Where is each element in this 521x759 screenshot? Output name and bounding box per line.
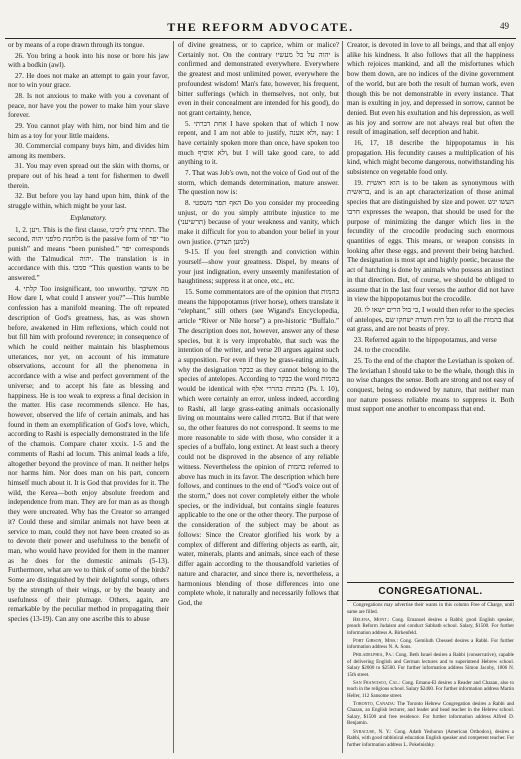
listing-item bbox=[347, 617, 514, 637]
listing-item bbox=[347, 652, 514, 678]
commentary-paragraph: Creator, is devoted in love to all beings, and that all enjoy alike his kindness. It also follows that all the happiness which rejoices mankind, and all the misfortunes which bow them down, are no indices of the divine government of the world, but are both the result of human work, even though this be not demonstrable in every instance. That man is exulting in joy, and depressed in sorrow, cannot be denied. But even his exultation and his depression, as well as his joy and sorrow are not always real but often the result of imagination, self deception and habit. bbox=[347, 41, 514, 137]
explanatory-paragraph: 4. קלתי Too insignificant, too unworthy. מה אשיבך How dare I, what could I answer you?”—This humble confession has a manifold meaning. The oft repeated description of God's greatness, has, as was shown before, awakened in Him reflexions, which could not but fill him with profound reverence; in consequence of which he could neither maintain his blasphemous utterances, nor yet, on account of his immature observations, account for all the phenomena in accordance with a wise and perfect government of the universe; and to accept his fate as blessing and happiness. He is too weak to express a final decision in the matter. His case recommends silence. He has, however, observed the life of certain animals, and has found in them an exemplification of God's love, which, according to Rashi is especially demonstrated in the life of the chamois. Compare chater xxxix. 1-5 and the comments of Rashi ad locum. This animal leads a life, altogether beyond the province of man. It neither helps nor harms him. Nor does man on his part, concern himself much about it. It is God that provides for it. The wild, the Kerea—both enjoy absolute freedom and independence from man. They are for man as as though they were uncreated. Why has the Creator so arranged it? Could these and similar animals not have been at service to man, could they not have been created so as to devote their power and usefulness to the benefit of man, who would have provided for them in the manner as he does for the domestic animals (5-13). Furthermore, what are we to think of some of the birds? Some are distinguished by their delightful songs, others by the strength of their wings, or by the beauty and usefulness of their plumage. Others, again, are remarkable by the peculiar method in propagating their species (13-19). Can any one ascribe this to abuse bbox=[8, 284, 169, 624]
listing-text: Cong. Gemiluth Chessed desires a Rabbi. For further information address N. A. Sons. bbox=[347, 637, 514, 651]
verse-paragraph: 27. He does not make an attempt to gain your favor, nor to win your grace. bbox=[8, 71, 169, 90]
masthead-title: THE REFORM ADVOCATE. bbox=[167, 20, 354, 34]
listing-text: Cong. Beth Israel desires a Rabbi (conservative), capable of delivering English and German lectures and to superintend Hebrew school. Salary $2000 to $2500. For further information address Simon Jacoby, 1806 N. 15th street. bbox=[347, 652, 514, 678]
verse-paragraph: or by means of a rope drawn through its tongue. bbox=[8, 41, 145, 49]
verse-paragraph: 31. You may even spread out the skin with thorns, or prepare out of his head a tent for fishermen to dwell therein. bbox=[8, 162, 169, 190]
column-divider bbox=[342, 41, 343, 753]
verse-paragraph: 26. You bring a hook into his nose or bore his jaw with a bodkin (awl). bbox=[8, 51, 169, 70]
section-rule-top bbox=[347, 582, 514, 583]
verse-paragraph: 29. You cannot play with him, nor bind him and tie him as a toy for your little maidens. bbox=[8, 121, 169, 140]
column-divider bbox=[173, 41, 174, 753]
listing-text: Cong. Adath Yeshurun (American Orthodox), desires a Rabbi, with good rabbinical education English speaker and competent teacher. For further information address L. Pokelnishky. bbox=[347, 728, 514, 748]
page-number: 49 bbox=[500, 21, 509, 31]
listing-city: Syracuse, N. Y.: bbox=[353, 728, 392, 735]
listing-city: San Francisco, Cal.: bbox=[353, 679, 401, 686]
commentary-paragraph: of divine greatness, or to caprice, whim or malice? Certainly not. On the contrary יהוה על כל מעשיו is confirmed and demonstrated everywhere. Everywhere the greatest and most unlimited power, everywhere the profoundest wisdom! Man's fate, however, his frequent, bitter sufferings (which in themselves, not only, but even in their concealment are intended for his good), do not grant certainty, hence, bbox=[178, 41, 339, 118]
listing-item bbox=[347, 638, 514, 651]
commentary-paragraph: 25. To the end of the chapter the Leviathan is spoken of. The leviathan I should take to be the whale, though this in no wise changes the sense. Both are strong and not easy of conquest, being so endowed by nature, that neither man nor nature possess reliable means to suppress it. Both must support one another to encompass that end. bbox=[347, 356, 514, 414]
column-1 bbox=[8, 41, 169, 753]
section-rule-bottom bbox=[347, 600, 514, 601]
congregational-listings bbox=[347, 602, 514, 754]
listing-item bbox=[347, 701, 514, 727]
commentary-paragraph: 7. That was Job's own, not the voice of God out of the storm, which demands determination, mature answer. The question now is: bbox=[178, 168, 339, 197]
congregational-intro: Congregations may advertise their wants in this column Free of Charge, until same are filled. bbox=[347, 602, 514, 615]
commentary-paragraph: 9-15. If you feel strength and conviction within yourself—show your greatness. Dispel, by means of your just indignation, every unseemly manifestation of haughtiness; suppress it at once, etc., etc. bbox=[178, 248, 339, 286]
listing-city: Helena, Mont.: bbox=[353, 616, 390, 623]
verse-paragraph: 30. Commercial company buys him, and divides him among its members. bbox=[8, 142, 169, 160]
explanatory-heading: Explanatory. bbox=[70, 213, 107, 222]
commentary-paragraph: 5. אחת דברתי I have spoken that of which I now repent, and I am not able to justify, ולא אענה, nay: I have certainly spoken more than once, have spoken too much ולא אוסיף, but I will take good care, to add anything to it. bbox=[178, 119, 339, 167]
commentary-paragraph: 19. הוא ראשית is to be taken as synonymous with בראשית, and is an apt characterization of those animal species that are distinguished by size and power. העשו יגש חרבו expresses the weapon, that should be used for the purpose of minimizing the danger which lies in the fecundity of the crocodile producing such enormous quantities of eggs. This means, or weapon consists in looking after these eggs, and prevent their being hatched. The designation is most apt and highly poetic, because the act of hatching is done by animals who possess an instinct in that direction. But, of course, we should be obliged to assume that in the last four verses the author did not have in view the hippopotamus but the crocodile. bbox=[347, 178, 514, 304]
listing-item bbox=[347, 729, 514, 749]
page-header bbox=[0, 20, 521, 36]
column-2 bbox=[178, 41, 339, 753]
listing-city: Philadelphia, Pa.: bbox=[353, 652, 394, 659]
listing-text: The Toronto Hebrew Congregation desires a Rabbi and Chazan, an English lecturer, and leader and head teacher in the Hebrew school. Salary, $1500 and free residence. For further information address Alfred D. Benjamin. bbox=[347, 700, 514, 727]
commentary-paragraph: 15. Some commentators are of the opinion that בהמות means the hippopotamus (river horse), others translate it “elephant,” still others (see Wigand's Encyclopedia, article “River or Nile horse”) a pre-historic “Buffalo.” The description does not, however, answer any of these species, but it is very improbable, that such was the intention of the writer, and verse 20 argues against such a supposition. For even if they be grass-eating animals, why the designation כבקר as they cannot belong to the species of antelopes. According to כבקר the word בהמות would be identical with בהמות בהררי אלף (Ps. l. 10), which were certainly an error, unless indeed, according to Rashi, all large grass-eating animals occasionally living on mountains were called בהמות. But if that were so, the other features do not correspond. It seems to me more reasonable to side with those, who consider it a species of a buffalo, long extinct. At least such a theory could not be disproved in the absence of any reliable witness. Nevertheless the opinion of בהמות referred to above has much in its favor. The description which here follows, and continues to the end of “God's voice out of the storm,” does not cover completely either the whole species, or the individual, but contains single features applicable to the one or the other theory. The purpose of the consideration of the subject may be about as follows: Since the Creator glorified his work by a complex of different and differing objects as earth, air, water, minerals, plants and animals, since each of these differ again according to the thousandfold varieties of nature and character, and since there is, nevertheless, a harmonious blending of those differences into one complete whole, it naturally and necessarily follows that God, the bbox=[178, 287, 339, 607]
listing-city: Port Gibson, Miss.: bbox=[353, 637, 398, 644]
commentary-paragraph: 23. Referred again to the hippopotamus, and verse bbox=[354, 335, 497, 344]
commentary-paragraph: 24. to the crocodile. bbox=[354, 346, 411, 355]
listing-text: Cong. Emanuel desires a Rabbi; good English speaker, preach Reform Judaism and conduct Sabbath school. Salary, $1500. For further information address A. Birkenfeld. bbox=[347, 616, 514, 636]
header-rule bbox=[5, 38, 516, 39]
verse-paragraph: 28. Is not anxious to make with you a covenant of peace, nor have you the power to make him your slave forever. bbox=[8, 91, 169, 120]
explanatory-paragraph: 1, 2. ויען. This is the first clause, תחתי צדק ליכינו. The second, מלחמת מלפני יהוה is the passive form of יפר “to punish” and means “been punished.” יפר corresponds with the Talmudical יהוה. The translation is in accordance with this. סמכו “This question wants to be answered.” bbox=[8, 225, 169, 283]
congregational-heading: CONGREGATIONAL. bbox=[378, 586, 483, 597]
commentary-paragraph: 8. האף תפר משפטי Do you consider my proceeding unjust, or do you simply attribute injustice to me (תרשיעני) because of your weakness and vanity, which make it difficult for you to abandon your belief in your own justice. (למען תצדק) bbox=[178, 198, 339, 246]
listing-item bbox=[347, 680, 514, 700]
listing-text: Cong. Emanu-El desires a Reader and Chazan, also to teach in the religious school. Salary $2400. For further information address Martin Heller, 112 Sansome street. bbox=[347, 679, 514, 699]
verse-paragraph: 32. But before you lay hand upon him, think of the struggle within, which might be your last. bbox=[8, 192, 169, 211]
commentary-paragraph: 16, 17, 18 describe the hippopotamus in his propagation. His fecundity causes a multiplication of his kind, which might become dangerous, notwithstanding his subsistence on vegetable food only. bbox=[347, 138, 514, 177]
column-3 bbox=[347, 41, 514, 581]
commentary-paragraph: 20. כי בול הרים ישאו לו, I would then refer to the species of antelopes, ובל חית השדה ישחקו שם to all the בהמות that eat grass, and are not beasts of prey. bbox=[347, 305, 514, 334]
listing-city: Toronto, Canada: bbox=[353, 700, 396, 707]
